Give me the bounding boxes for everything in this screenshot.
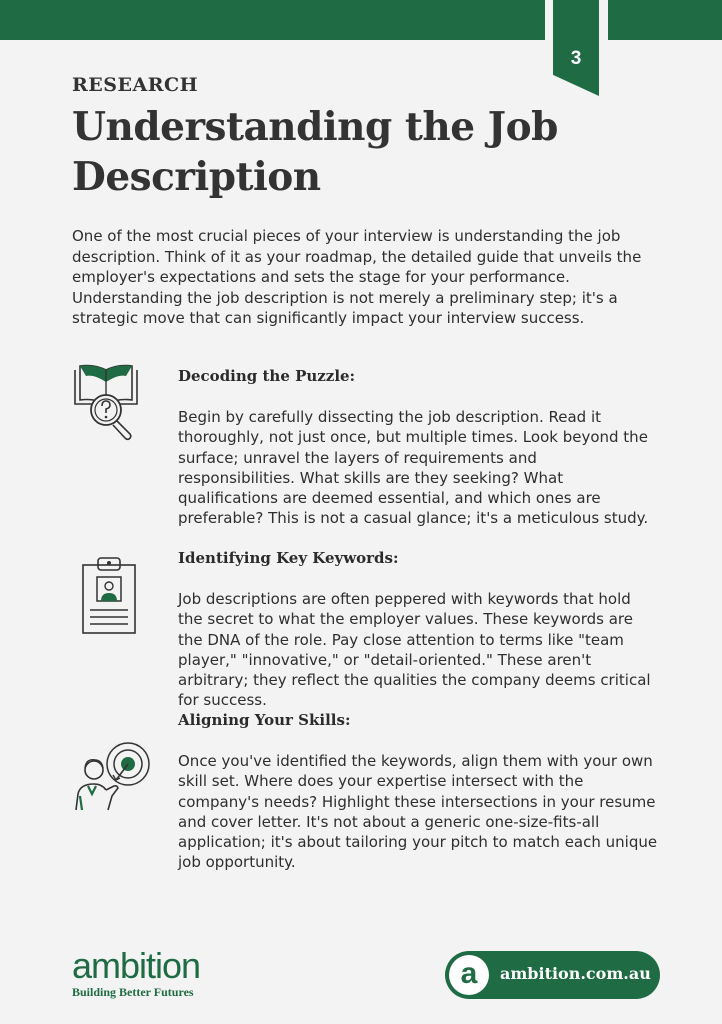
intro-paragraph: One of the most crucial pieces of your interview is understanding the job description. Think of it as your roadmap, the detailed guide that unveils the employer's expectations and sets the stage for your performance. Understanding the job description is not merely a preliminary step; it's a strategic move that can significantly impact your interview success. — [72, 227, 642, 327]
brand-a-icon: a — [449, 955, 489, 995]
logo-tagline: Building Better Futures — [72, 985, 194, 999]
ambition-logo[interactable] — [72, 945, 201, 1000]
clipboard-profile-icon — [80, 555, 138, 637]
website-badge[interactable] — [445, 951, 660, 999]
top-banner-right — [608, 0, 722, 40]
top-banner-left — [0, 0, 545, 40]
section-body-keywords: Job descriptions are often peppered with keywords that hold the secret to what the employer values. These keywords are the DNA of the role. Pay close attention to terms like "team player," "innovative," or "detail-oriented." These aren't arbitrary; they reflect the qualities the company deems critical for success. — [178, 590, 651, 710]
person-target-icon — [72, 740, 154, 812]
section-heading-keywords: Identifying Key Keywords: — [178, 549, 399, 567]
page-number: 3 — [570, 48, 582, 69]
website-url[interactable]: ambition.com.au — [500, 964, 651, 983]
section-body-decoding: Begin by carefully dissecting the job description. Read it thoroughly, not just once, but multiple times. Look beyond the surface; unravel the layers of requirements and responsibilities. What skills are they seeking? What qualifications are deemed essential, and which ones are preferable? This is not a casual glance; it's a meticulous study. — [178, 408, 649, 528]
section-heading-decoding: Decoding the Puzzle: — [178, 367, 356, 385]
logo-wordmark: ambition — [72, 945, 201, 986]
section-heading-aligning: Aligning Your Skills: — [178, 711, 351, 729]
page-title: Understanding the Job Description — [72, 104, 558, 200]
section-label: RESEARCH — [72, 74, 199, 96]
section-body-aligning: Once you've identified the keywords, align them with your own skill set. Where does your expertise intersect with the company's needs? Highlight these intersections in your resume and cover letter. It's not about a generic one-size-fits-all application; it's about tailoring your pitch to match each unique job opportunity. — [178, 752, 658, 872]
book-question-icon — [70, 362, 142, 444]
